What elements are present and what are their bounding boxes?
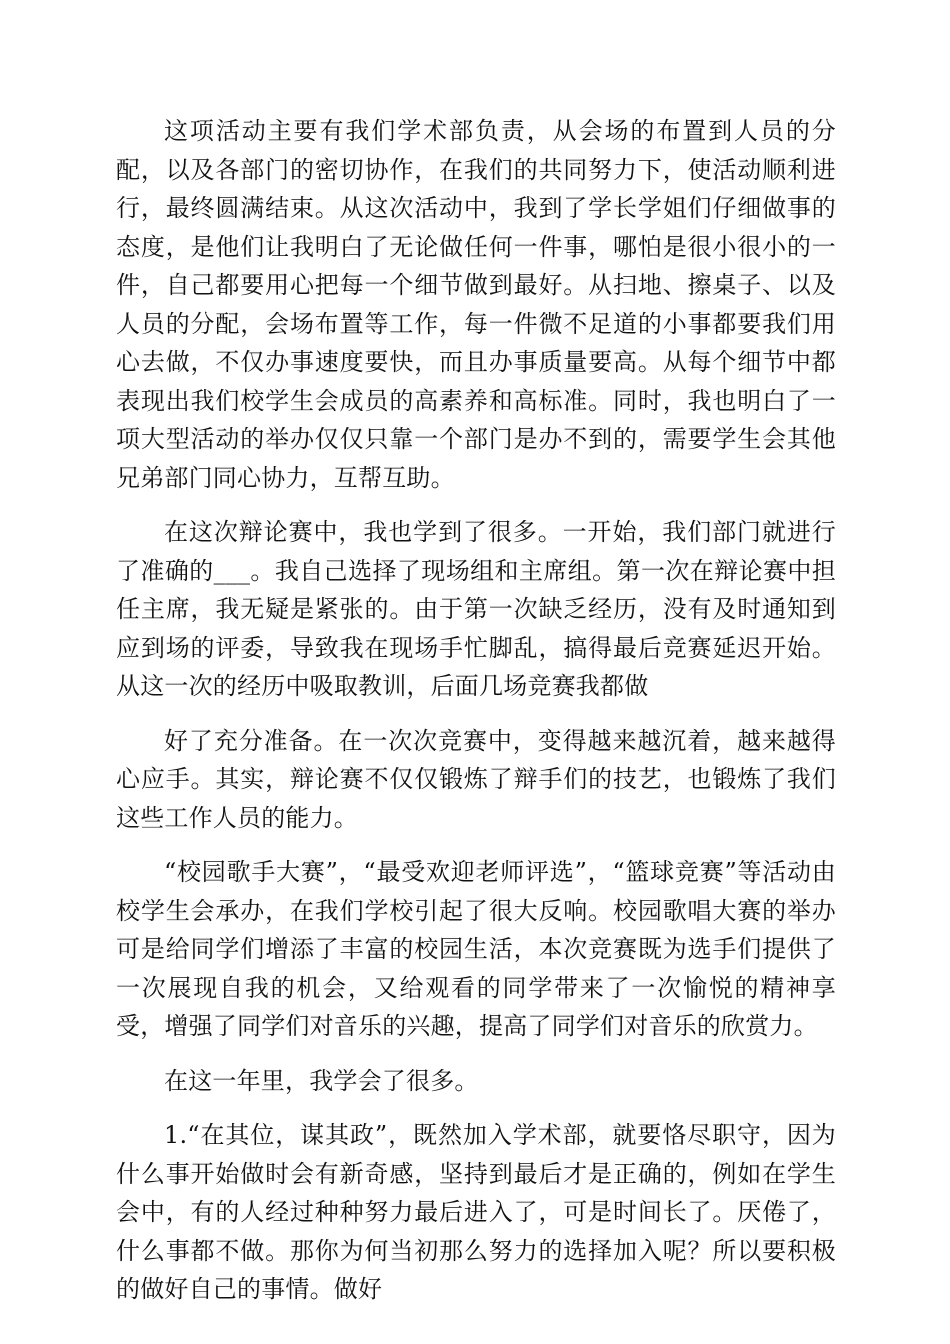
paragraph-2: 在这次辩论赛中，我也学到了很多。一开始，我们部门就进行了准确的___。我自己选择了现场组和主席组。第一次在辩论赛中担任主席，我无疑是紧张的。由于第一次缺乏经历，没有及时通知到应到场的评委，导致我在现场手忙脚乱，搞得最后竞赛延迟开始。从这一次的经历中吸取教训，后面几场竞赛我都做 (116, 518, 836, 700)
paragraph-6: 1.“在其位，谋其政”，既然加入学术部，就要恪尽职守，因为什么事开始做时会有新奇感，坚持到最后才是正确的，例如在学生会中，有的人经过种种努力最后进入了，可是时间长了。厌倦了，什么事都不做。那你为何当初那么努力的选择加入呢？所以要积极的做好自己的事情。做好 (116, 1121, 836, 1303)
paragraph-1: 这项活动主要有我们学术部负责，从会场的布置到人员的分配，以及各部门的密切协作，在我们的共同努力下，使活动顺利进行，最终圆满结束。从这次活动中，我到了学长学姐们仔细做事的态度，是他们让我明白了无论做任何一件事，哪怕是很小很小的一件，自己都要用心把每一个细节做到最好。从扫地、擦桌子、以及人员的分配，会场布置等工作，每一件微不足道的小事都要我们用心去做，不仅办事速度要快，而且办事质量要高。从每个细节中都表现出我们校学生会成员的高素养和高标准。同时，我也明白了一项大型活动的举办仅仅只靠一个部门是办不到的，需要学生会其他兄弟部门同心协力，互帮互助。 (116, 117, 836, 492)
paragraph-4: “校园歌手大赛”，“最受欢迎老师评选”，“篮球竞赛”等活动由校学生会承办，在我们学校引起了很大反响。校园歌唱大赛的举办可是给同学们增添了丰富的校园生活，本次竞赛既为选手们提供了一次展现自我的机会，又给观看的同学带来了一次愉悦的精神享受，增强了同学们对音乐的兴趣，提高了同学们对音乐的欣赏力。 (116, 858, 836, 1040)
paragraph-5: 在这一年里，我学会了很多。 (164, 1066, 479, 1095)
paragraph-3: 好了充分准备。在一次次竞赛中，变得越来越沉着，越来越得心应手。其实，辩论赛不仅仅锻炼了辩手们的技艺，也锻炼了我们这些工作人员的能力。 (116, 726, 836, 832)
document-body (116, 112, 836, 1325)
